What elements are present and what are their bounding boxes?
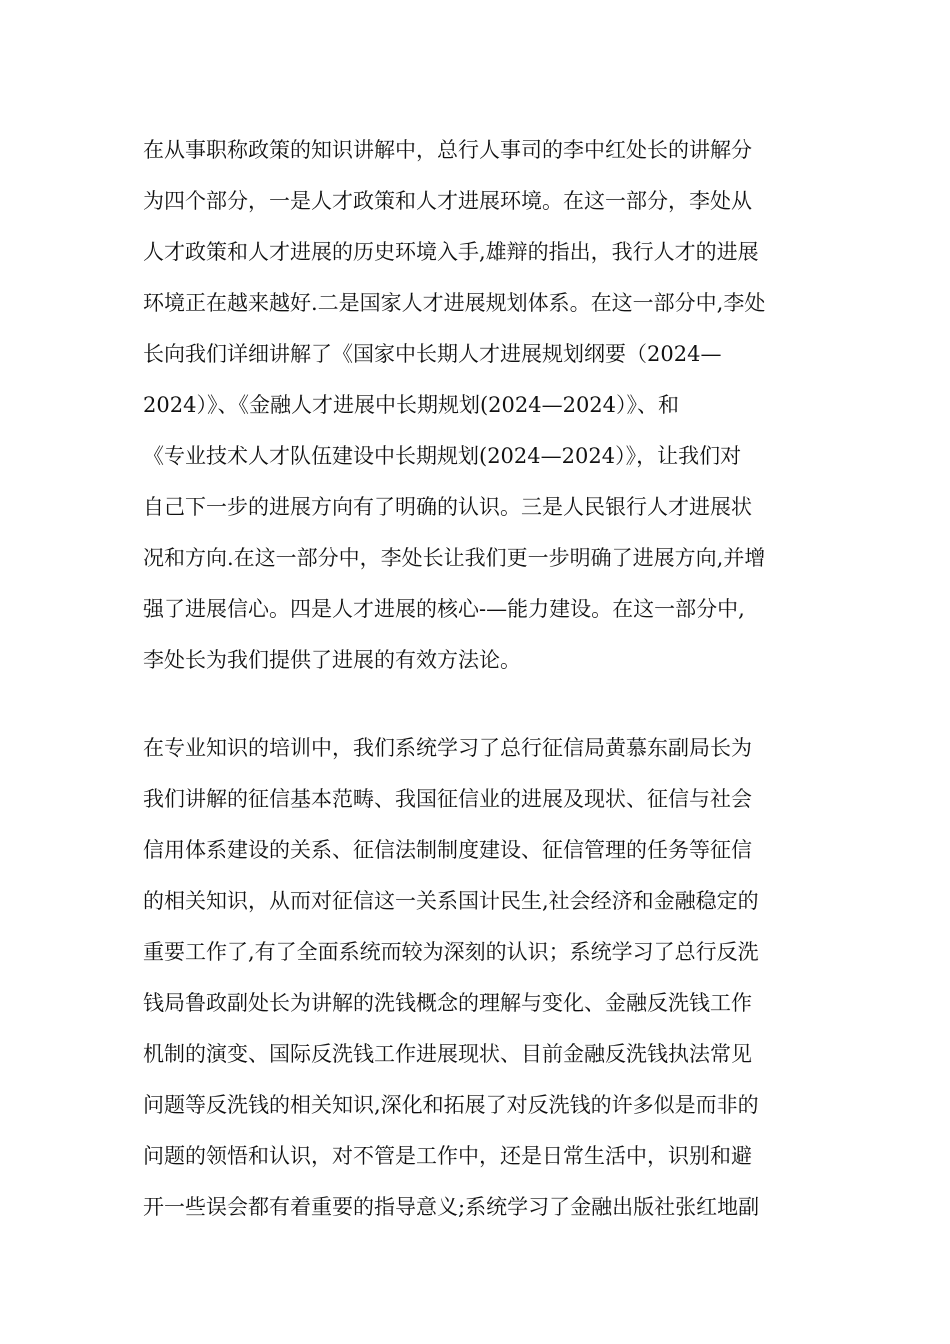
text-line: 人才政策和人才进展的历史环境入手,雄辩的指出，我行人才的进展 (143, 240, 759, 264)
text-line: 在专业知识的培训中，我们系统学习了总行征信局黄慕东副局长为 (143, 736, 752, 760)
text-line: 信用体系建设的关系、征信法制制度建设、征信管理的任务等征信 (143, 838, 752, 862)
text-line: 李处长为我们提供了进展的有效方法论。 (143, 648, 521, 672)
text-line: 我们讲解的征信基本范畴、我国征信业的进展及现状、征信与社会 (143, 787, 752, 811)
text-line: 钱局鲁政副处长为讲解的洗钱概念的理解与变化、金融反洗钱工作 (143, 991, 752, 1015)
text-line: 开一些误会都有着重要的指导意义;系统学习了金融出版社张红地副 (143, 1195, 760, 1219)
paragraph-2 (143, 723, 823, 1233)
text-line: 长向我们详细讲解了《国家中长期人才进展规划纲要（2024— (143, 342, 722, 366)
text-line: 环境正在越来越好.二是国家人才进展规划体系。在这一部分中,李处 (143, 291, 766, 315)
paragraph-1 (143, 125, 823, 686)
text-line: 自己下一步的进展方向有了明确的认识。三是人民银行人才进展状 (143, 495, 752, 519)
text-line: 为四个部分，一是人才政策和人才进展环境。在这一部分，李处从 (143, 189, 752, 213)
text-line: 况和方向.在这一部分中，李处长让我们更一步明确了进展方向,并增 (143, 546, 766, 570)
text-line: 问题等反洗钱的相关知识,深化和拓展了对反洗钱的许多似是而非的 (143, 1093, 759, 1117)
text-line: 的相关知识，从而对征信这一关系国计民生,社会经济和金融稳定的 (143, 889, 759, 913)
text-line: 在从事职称政策的知识讲解中，总行人事司的李中红处长的讲解分 (143, 138, 752, 162)
text-line: 机制的演变、国际反洗钱工作进展现状、目前金融反洗钱执法常见 (143, 1042, 752, 1066)
text-line: 问题的领悟和认识，对不管是工作中，还是日常生活中，识别和避 (143, 1144, 752, 1168)
text-line: 强了进展信心。四是人才进展的核心-—能力建设。在这一部分中, (143, 597, 745, 621)
text-line: 重要工作了,有了全面系统而较为深刻的认识；系统学习了总行反洗 (143, 940, 759, 964)
text-line: 2024）》、《金融人才进展中长期规划(2024—2024）》、和 (143, 393, 680, 417)
text-line: 《专业技术人才队伍建设中长期规划(2024—2024）》，让我们对 (143, 444, 742, 468)
